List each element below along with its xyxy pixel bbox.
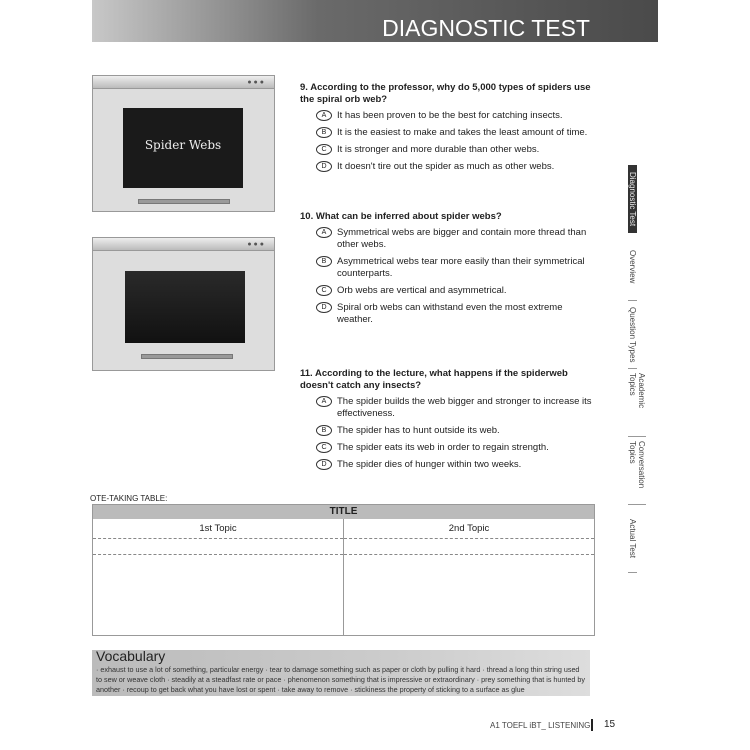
tab-question-types[interactable]: Question Types	[628, 301, 637, 369]
column-header: 1st Topic	[93, 519, 343, 539]
question-10: 10. What can be inferred about spider webs? A Symmetrical webs are bigger and contain more thread than other webs. B Asymmetrical webs tear more easily than their symmetrical counterparts. C Orb webs are vertical and asymmetrical. D Spiral orb webs can withstand even the most extreme weather.	[300, 211, 600, 331]
option[interactable]: C Orb webs are vertical and asymmetrical.	[316, 285, 600, 297]
header-band	[92, 0, 658, 42]
lecture-image-1: ●●● Spider Webs	[92, 75, 275, 212]
question-9: 9. According to the professor, why do 5,000 types of spiders use the spiral orb web? A It has been proven to be the best for catching insects. B It is the easiest to make and takes the least amount of time. C It is stronger and more durable than other webs. D It doesn't tire out the spider as much as other webs.	[300, 82, 600, 178]
page-title: DIAGNOSTIC TEST	[382, 15, 590, 41]
option[interactable]: A Symmetrical webs are bigger and contain more thread than other webs.	[316, 227, 600, 251]
vocabulary-body: · exhaust to use a lot of something, particular energy · tear to damage something such as paper or cloth by pulling it hard · thread a long thin string used to sew or weave cloth · steadily at a steadfast rate or pace · phenomenon something that is impressive or extraordinary · prey something that is hunted by another · recoup to get back what you have lost or spent · take away to remove · stickiness the property of sticking to a surface as glue	[96, 665, 585, 694]
section-tabs	[628, 165, 658, 573]
option[interactable]: A It has been proven to be the best for catching insects.	[316, 110, 600, 122]
tab-academic-topics[interactable]: Academic Topics	[628, 369, 646, 437]
board-text: Spider Webs	[144, 138, 222, 152]
tab-overview[interactable]: Overview	[628, 233, 637, 301]
option[interactable]: D The spider dies of hunger within two weeks.	[316, 459, 600, 471]
vocabulary-title: Vocabulary	[96, 648, 166, 664]
tab-conversation-topics[interactable]: Conversation Topics	[628, 437, 646, 505]
option[interactable]: B The spider has to hunt outside its web.	[316, 425, 600, 437]
option[interactable]: D It doesn't tire out the spider as much as other webs.	[316, 161, 600, 173]
option[interactable]: C The spider eats its web in order to regain strength.	[316, 442, 600, 454]
option[interactable]: B It is the easiest to make and takes the least amount of time.	[316, 127, 600, 139]
option[interactable]: B Asymmetrical webs tear more easily than their symmetrical counterparts.	[316, 256, 600, 280]
option[interactable]: C It is stronger and more durable than other webs.	[316, 144, 600, 156]
note-table-label: OTE-TAKING TABLE:	[90, 494, 168, 503]
note-taking-table	[92, 504, 595, 636]
question-11: 11. According to the lecture, what happens if the spiderweb doesn't catch any insects? A The spider builds the web bigger and stronger to increase its effectiveness. B The spider has to hunt outside its web. C The spider eats its web in order to regain strength. D The spider dies of hunger within two weeks.	[300, 368, 600, 476]
tab-diagnostic-test[interactable]: Diagnostic Test	[628, 165, 637, 233]
option[interactable]: A The spider builds the web bigger and stronger to increase its effectiveness.	[316, 396, 600, 420]
footer-divider	[591, 719, 593, 731]
vocabulary-box	[92, 650, 590, 696]
page-number: 15	[604, 719, 616, 730]
column-header: 2nd Topic	[344, 519, 594, 539]
tab-actual-test[interactable]: Actual Test	[628, 505, 637, 573]
lecture-image-2: ●●●	[92, 237, 275, 371]
table-title: TITLE	[93, 505, 594, 519]
footer-book-title: A1 TOEFL iBT_ LISTENING	[490, 721, 591, 730]
option[interactable]: D Spiral orb webs can withstand even the most extreme weather.	[316, 302, 600, 326]
